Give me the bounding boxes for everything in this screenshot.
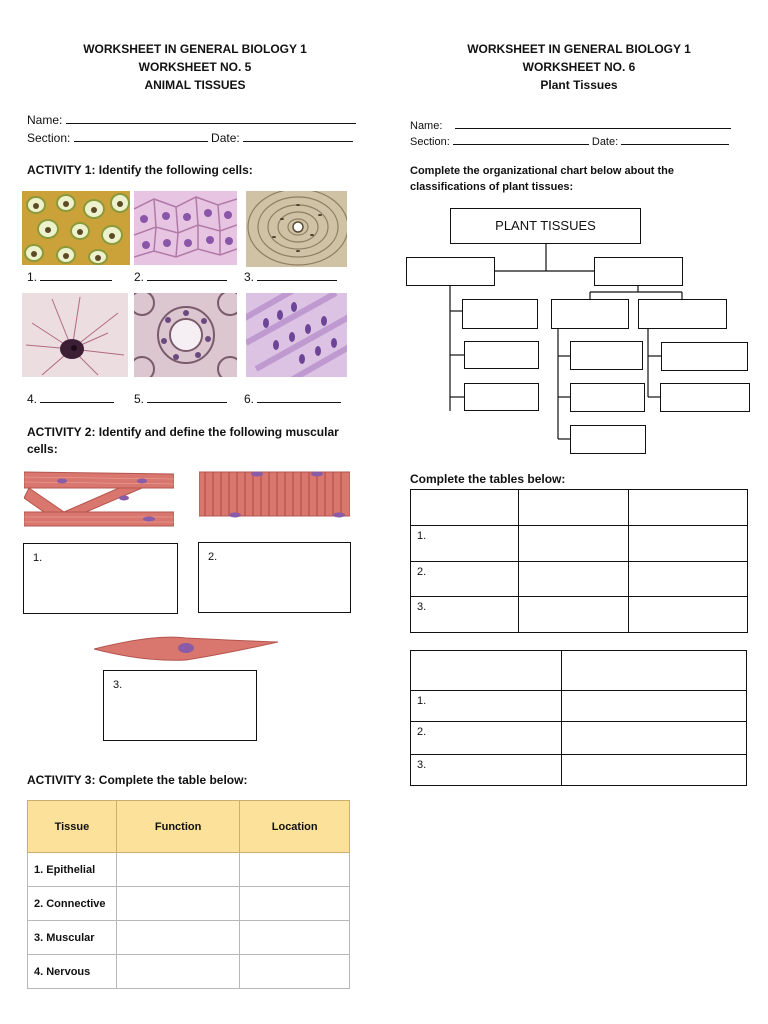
right-header-line-2: WORKSHEET NO. 6: [522, 60, 636, 74]
cell-number-5: 5.: [134, 392, 145, 406]
right-name-row: [410, 116, 731, 132]
org-chart-box-right[interactable]: [638, 299, 727, 329]
bone-cell-image: [246, 191, 347, 267]
answer-cell[interactable]: [518, 562, 629, 597]
right-section-blank[interactable]: [453, 132, 589, 145]
header-cell[interactable]: [518, 490, 629, 526]
plant-table-2-header: [411, 651, 747, 691]
answer-cell[interactable]: [629, 526, 748, 562]
activity3-title: ACTIVITY 3: Complete the table below:: [27, 773, 248, 787]
row-number: 2.: [411, 562, 519, 597]
right-header-line-1: WORKSHEET IN GENERAL BIOLOGY 1: [467, 42, 691, 56]
cell-answer-1: [27, 268, 112, 284]
row-number: 2.: [411, 722, 562, 755]
location-cell[interactable]: [240, 887, 350, 921]
left-header-line-1: WORKSHEET IN GENERAL BIOLOGY 1: [83, 42, 307, 56]
table-row: [411, 691, 747, 722]
cell-blank-6[interactable]: [257, 390, 341, 403]
right-date-blank[interactable]: [621, 132, 729, 145]
cell-number-2: 2.: [134, 270, 145, 284]
activity2-title-line-1: ACTIVITY 2: Identify and define the following muscular: [27, 425, 339, 439]
activity3-header-row: [28, 801, 350, 853]
cell-answer-6: [244, 390, 341, 406]
row-number: 1.: [411, 526, 519, 562]
row-number: 3.: [411, 755, 562, 786]
function-cell[interactable]: [116, 955, 240, 989]
table-header-location: Location: [240, 801, 350, 853]
table-row: [411, 722, 747, 755]
activity1-title: ACTIVITY 1: Identify the following cells:: [27, 163, 253, 177]
right-name-blank[interactable]: [455, 116, 731, 129]
cell-blank-4[interactable]: [40, 390, 114, 403]
right-date-label: Date:: [591, 136, 619, 148]
smooth-muscle-image: [94, 632, 278, 666]
plant-table-1-header: [411, 490, 748, 526]
right-section-label: Section:: [410, 136, 450, 148]
chart-instruction: [410, 163, 674, 195]
table-row: [411, 562, 748, 597]
columnar-cell-image: [246, 293, 347, 377]
cardiac-muscle-image: [24, 468, 174, 532]
answer-cell[interactable]: [629, 562, 748, 597]
tissue-connective: 2. Connective: [28, 887, 117, 921]
left-name-blank[interactable]: [66, 111, 356, 124]
org-chart-root: PLANT TISSUES: [450, 208, 641, 244]
table-row: [411, 755, 747, 786]
cell-blank-5[interactable]: [147, 390, 227, 403]
tissue-nervous: 4. Nervous: [28, 955, 117, 989]
left-section-label: Section:: [27, 131, 71, 145]
row-number: 3.: [411, 597, 519, 633]
skeletal-muscle-image: [199, 468, 350, 524]
chart-instruction-line-2: classifications of plant tissues:: [410, 181, 574, 193]
org-chart-box-level1-right[interactable]: [594, 257, 683, 286]
function-cell[interactable]: [116, 921, 240, 955]
table-header-function: Function: [116, 801, 240, 853]
muscle-box-label-1: 1.: [33, 552, 43, 564]
org-chart-box-left-1[interactable]: [462, 299, 538, 329]
org-chart-box-mid-1[interactable]: [570, 341, 643, 370]
muscle-answer-box-1[interactable]: [23, 543, 178, 614]
tables-title: Complete the tables below:: [410, 472, 566, 486]
header-cell[interactable]: [629, 490, 748, 526]
org-chart-box-left-3[interactable]: [464, 383, 539, 411]
left-header-line-3: ANIMAL TISSUES: [144, 78, 246, 92]
table-header-tissue: Tissue: [28, 801, 117, 853]
left-name-label: Name:: [27, 113, 63, 127]
header-cell[interactable]: [411, 490, 519, 526]
answer-cell[interactable]: [561, 755, 746, 786]
muscle-box-label-3: 3.: [113, 679, 123, 691]
muscle-answer-box-2[interactable]: [198, 542, 351, 613]
answer-cell[interactable]: [561, 691, 746, 722]
org-chart-box-mid-3[interactable]: [570, 425, 646, 454]
tissue-muscular: 3. Muscular: [28, 921, 117, 955]
table-row: [411, 597, 748, 633]
table-row: [28, 887, 350, 921]
answer-cell[interactable]: [518, 526, 629, 562]
left-date-label: Date:: [211, 131, 240, 145]
epithelial-cell-image: [134, 191, 237, 265]
muscle-box-label-2: 2.: [208, 551, 218, 563]
table-row: [28, 853, 350, 887]
tissue-epithelial: 1. Epithelial: [28, 853, 117, 887]
header-cell[interactable]: [561, 651, 746, 691]
org-chart-box-mid[interactable]: [551, 299, 629, 329]
cell-blank-2[interactable]: [147, 268, 227, 281]
chart-instruction-line-1: Complete the organizational chart below about the: [410, 165, 675, 177]
left-name-row: [27, 111, 356, 127]
plant-table-1: [410, 489, 748, 633]
right-header: [404, 40, 754, 94]
left-section-row: [27, 129, 353, 145]
location-cell[interactable]: [240, 853, 350, 887]
function-cell[interactable]: [116, 887, 240, 921]
table-row: [28, 921, 350, 955]
activity2-title-line-2: cells:: [27, 442, 58, 456]
header-cell[interactable]: [411, 651, 562, 691]
cartilage-cell-image: [22, 191, 130, 265]
cell-blank-1[interactable]: [40, 268, 112, 281]
row-number: 1.: [411, 691, 562, 722]
org-chart-box-left-2[interactable]: [464, 341, 539, 369]
org-chart-box-right-2[interactable]: [660, 383, 750, 412]
right-name-label: Name:: [410, 120, 443, 132]
cell-answer-2: [134, 268, 227, 284]
plant-table-2: [410, 650, 747, 786]
neuron-cell-image: [22, 293, 128, 377]
function-cell[interactable]: [116, 853, 240, 887]
cell-number-3: 3.: [244, 270, 255, 284]
muscle-answer-box-3[interactable]: [103, 670, 257, 741]
answer-cell[interactable]: [629, 597, 748, 633]
cell-answer-4: [27, 390, 114, 406]
table-row: [411, 526, 748, 562]
activity2-title: [27, 424, 357, 458]
cell-blank-3[interactable]: [257, 268, 337, 281]
org-chart-box-right-1[interactable]: [661, 342, 748, 371]
left-header-line-2: WORKSHEET NO. 5: [138, 60, 252, 74]
answer-cell[interactable]: [561, 722, 746, 755]
org-chart-box-mid-2[interactable]: [570, 383, 645, 412]
left-header: [20, 40, 370, 94]
org-chart-box-level1-left[interactable]: [406, 257, 495, 286]
cell-answer-3: [244, 268, 337, 284]
cell-number-4: 4.: [27, 392, 38, 406]
left-section-blank[interactable]: [74, 129, 208, 142]
activity3-table: [27, 800, 350, 989]
left-date-blank[interactable]: [243, 129, 353, 142]
right-section-row: [410, 132, 729, 148]
answer-cell[interactable]: [518, 597, 629, 633]
cell-answer-5: [134, 390, 227, 406]
gland-cell-image: [134, 293, 237, 377]
right-header-line-3: Plant Tissues: [540, 78, 618, 92]
location-cell[interactable]: [240, 921, 350, 955]
cell-number-1: 1.: [27, 270, 38, 284]
location-cell[interactable]: [240, 955, 350, 989]
table-row: [28, 955, 350, 989]
cell-number-6: 6.: [244, 392, 255, 406]
